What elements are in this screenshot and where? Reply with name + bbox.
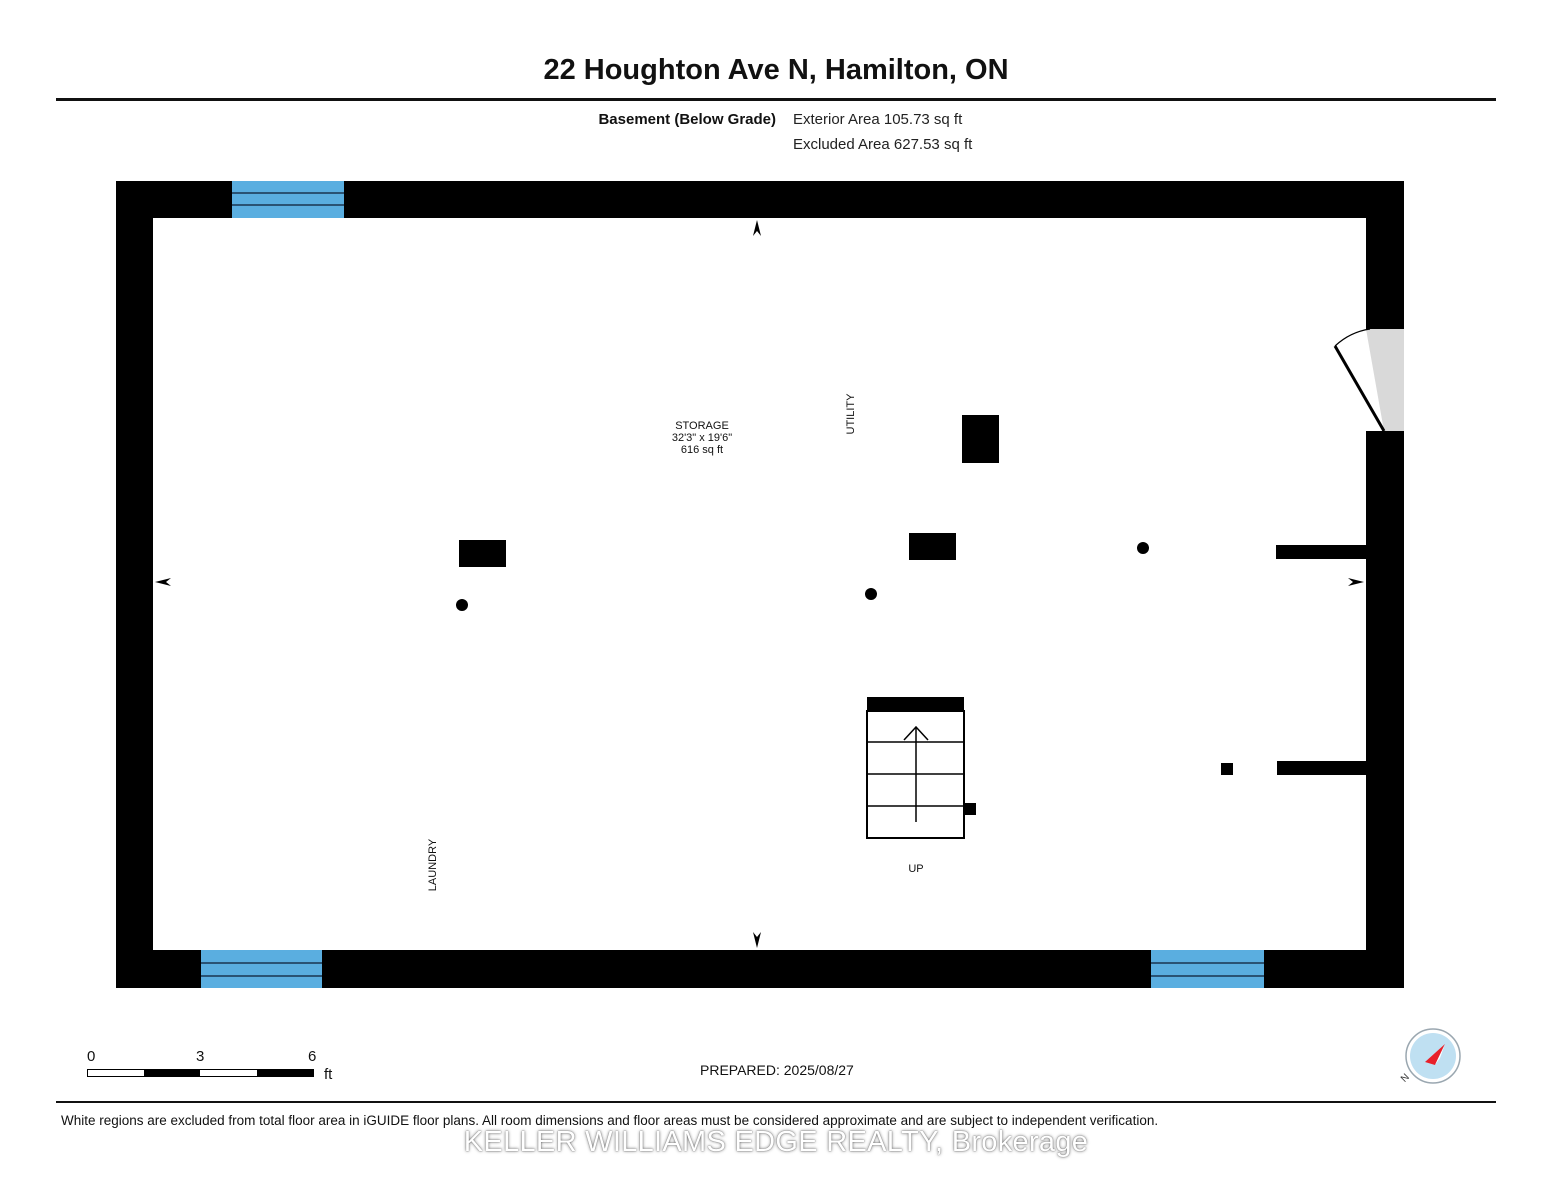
scale-tick-6: 6	[308, 1048, 317, 1065]
scale-unit: ft	[324, 1066, 333, 1083]
footer-divider	[56, 1101, 1496, 1103]
compass-north-label: N	[1398, 1071, 1412, 1085]
dimension-arrow-top	[753, 220, 761, 236]
brokerage-watermark: KELLER WILLIAMS EDGE REALTY, Brokerage	[463, 1126, 1089, 1158]
scale-ruler	[87, 1069, 317, 1079]
room-area: 616 sq ft	[680, 444, 724, 456]
page-title: 22 Houghton Ave N, Hamilton, ON	[543, 54, 1009, 86]
door-swing	[1335, 329, 1404, 431]
partition-wall-lower	[1277, 761, 1366, 775]
support-post	[456, 599, 468, 611]
dimension-arrow-right	[1348, 578, 1364, 586]
level-label: Basement (Below Grade)	[598, 111, 776, 128]
support-post	[865, 588, 877, 600]
scale-tick-3: 3	[196, 1048, 205, 1065]
room-label-utility: UTILITY	[845, 393, 857, 435]
staircase	[867, 697, 976, 838]
partition-wall-upper	[1276, 545, 1366, 559]
support-post	[1137, 542, 1149, 554]
room-name: STORAGE	[675, 420, 729, 432]
laundry-fixture	[459, 540, 506, 567]
prepared-date: PREPARED: 2025/08/27	[700, 1062, 854, 1078]
scale-bar	[87, 1048, 347, 1088]
room-label-laundry: LAUNDRY	[427, 838, 439, 892]
dimension-arrow-left	[155, 578, 171, 586]
room-dimensions: 32'3" x 19'6"	[671, 432, 733, 444]
stairs-label: UP	[908, 863, 924, 875]
window-top-left	[232, 181, 344, 218]
window-bottom-left	[201, 950, 322, 988]
exterior-walls	[116, 181, 1404, 988]
room-label-storage	[652, 420, 752, 456]
exterior-area: Exterior Area 105.73 sq ft	[793, 111, 963, 128]
utility-fixture	[962, 415, 999, 463]
small-post	[1221, 763, 1233, 775]
window-bottom-right	[1151, 950, 1264, 988]
utility-fixture-2	[909, 533, 956, 560]
compass-icon	[1398, 1028, 1464, 1090]
excluded-area: Excluded Area 627.53 sq ft	[793, 136, 973, 153]
dimension-arrow-bottom	[753, 932, 761, 948]
scale-tick-0: 0	[87, 1048, 96, 1065]
disclaimer-text: White regions are excluded from total floor area in iGUIDE floor plans. All room dimensions and floor areas must be considered approximate and are subject to independent verification.	[61, 1113, 1159, 1128]
